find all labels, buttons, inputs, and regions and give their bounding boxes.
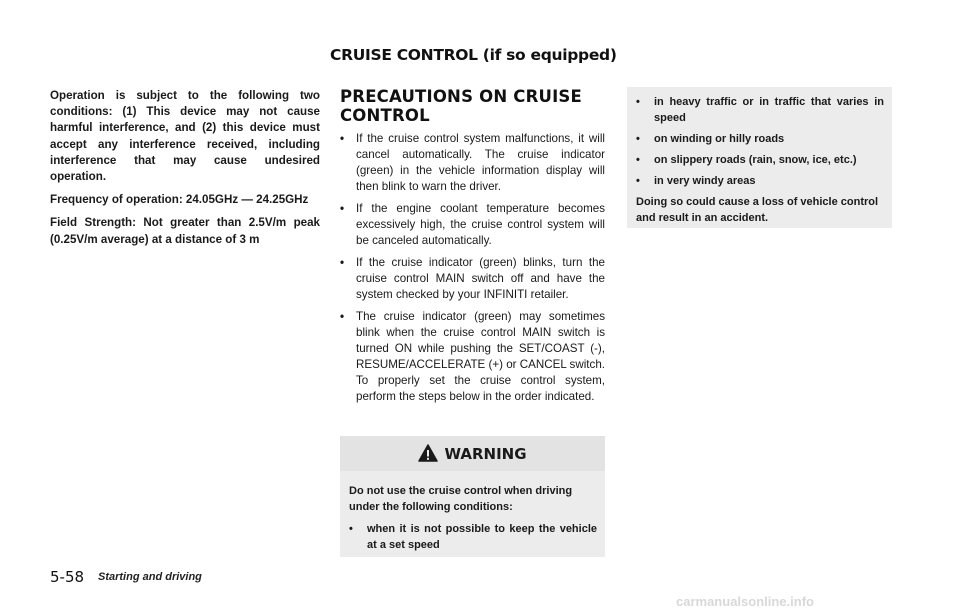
page-section-title: CRUISE CONTROL (if so equipped) <box>330 46 617 64</box>
warning-closing: Doing so could cause a loss of vehicle control and result in an accident. <box>636 196 879 224</box>
bullet-icon: • <box>340 310 345 323</box>
warning-continued-box <box>627 87 892 228</box>
warning-box <box>340 436 605 557</box>
bullet-icon: • <box>340 132 345 145</box>
list-item: • If the cruise control system malfunctions, it will cancel automatically. The cruise indicator (green) in the vehicle information display will then blink to warn the driver. <box>340 132 605 193</box>
list-item: • on slippery roads (rain, snow, ice, etc.) <box>636 154 857 166</box>
warning-intro: Do not use the cruise control when driving under the following conditions: <box>349 485 573 513</box>
warning-title: WARNING <box>340 444 605 463</box>
fcc-notice <box>50 88 320 255</box>
list-item: • when it is not possible to keep the vehicle at a set speed <box>349 523 597 551</box>
bullet-icon: • <box>636 175 640 187</box>
warning-continued-body <box>636 94 884 226</box>
bullet-icon: • <box>340 202 345 215</box>
precautions-heading: PRECAUTIONS ON CRUISE CONTROL <box>340 87 582 125</box>
bullet-icon: • <box>636 133 640 145</box>
bullet-icon: • <box>636 96 640 108</box>
frequency-paragraph: Frequency of operation: 24.05GHz — 24.25GHz <box>50 193 309 207</box>
footer-section-name: Starting and driving <box>98 571 202 583</box>
list-item: • If the engine coolant temperature becomes excessively high, the cruise control system will be canceled automatically. <box>340 202 605 247</box>
watermark: carmanualsonline.info <box>676 594 814 609</box>
precautions-list <box>340 131 605 405</box>
bullet-icon: • <box>636 154 640 166</box>
precautions-section <box>340 87 605 411</box>
warning-list <box>349 521 597 553</box>
field-strength-paragraph: Field Strength: Not greater than 2.5V/m peak (0.25V/m average) at a distance of 3 m <box>50 216 320 246</box>
fcc-conditions-paragraph: Operation is subject to the following two conditions: (1) This device may not cause harmful interference, and (2) this device must accept any interference received, including interference that may cause undesired operation. <box>50 89 320 184</box>
list-item: • on winding or hilly roads <box>636 133 785 145</box>
bullet-icon: • <box>349 523 353 535</box>
list-item: • If the cruise indicator (green) blinks, turn the cruise control MAIN switch off and have the system checked by your INFINITI retailer. <box>340 256 605 301</box>
list-item: • in very windy areas <box>636 175 756 187</box>
list-item: • in heavy traffic or in traffic that varies in speed <box>636 96 884 124</box>
page-number: 5-58 <box>50 568 85 586</box>
bullet-icon: • <box>340 256 345 269</box>
list-item: • The cruise indicator (green) may sometimes blink when the cruise control MAIN switch is turned ON while pushing the SET/COAST (-), RESUME/ACCELERATE (+) or CANCEL switch. To properly set the cruise control system, perform the steps below in the order indicated. <box>340 310 605 403</box>
warning-continued-list <box>636 94 884 189</box>
warning-triangle-icon <box>418 444 438 462</box>
warning-body <box>349 483 597 556</box>
